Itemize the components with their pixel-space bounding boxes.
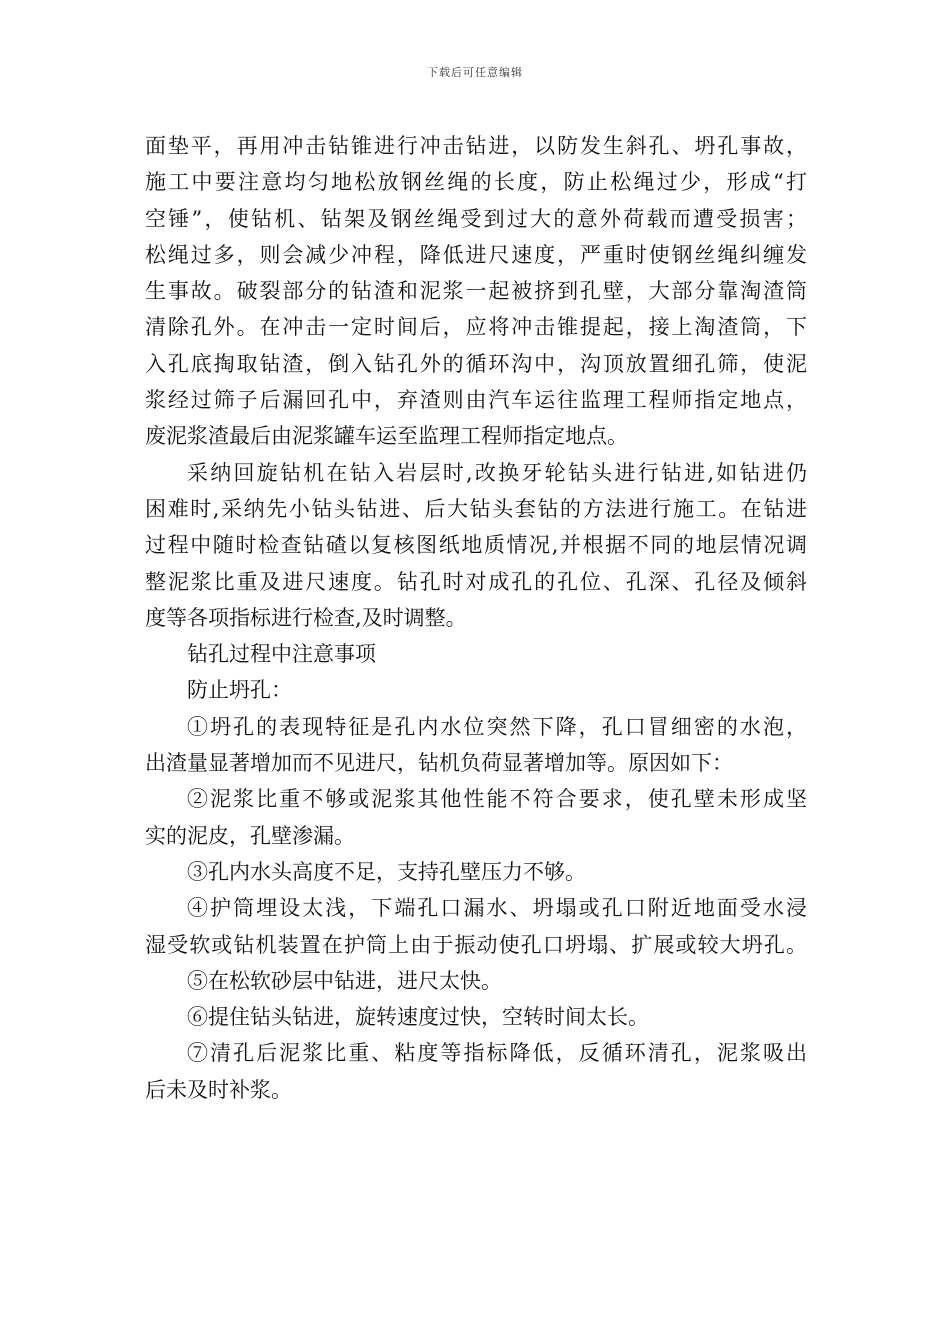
document-body [145,128,807,1108]
text-line: ②泥浆比重不够或泥浆其他性能不符合要求，使孔壁未形成坚 [187,787,807,812]
text-line: 防止坍孔： [187,678,292,703]
text-line: 面垫平，再用冲击钻锥进行冲击钻进，以防发生斜孔、坍孔事故， [145,134,807,158]
text-line: 整泥浆比重及进尺速度。钻孔时对成孔的孔位、孔深、孔径及倾斜 [145,569,807,594]
text-line: 采纳回旋钻机在钻入岩层时,改换牙轮钻头进行钻进,如钻进仍 [187,460,807,485]
text-line: ⑤在松软砂层中钻进，进尺太快。 [187,968,502,993]
text-line: 浆经过筛子后漏回孔中，弃渣则由汽车运往监理工程师指定地点， [145,388,807,413]
text-line: ⑥提住钻头钻进，旋转速度过快，空转时间太长。 [187,1005,649,1030]
text-line: 实的泥皮，孔壁渗漏。 [145,823,355,848]
page-header: 下载后可任意编辑 [427,66,523,79]
text-line: ①坍孔的表现特征是孔内水位突然下降，孔口冒细密的水泡， [187,714,807,739]
text-line: 入孔底掏取钻渣，倒入钻孔外的循环沟中，沟顶放置细孔筛，使泥 [145,351,807,376]
text-line: 出渣量显著增加而不见进尺，钻机负荷显著增加等。原因如下： [145,751,733,776]
text-line: ⑦清孔后泥浆比重、粘度等指标降低，反循环清孔，泥浆吸出 [187,1041,807,1066]
text-line: 度等各项指标进行检查,及时调整。 [145,605,467,630]
text-line: ④护筒埋设太浅，下端孔口漏水、坍塌或孔口附近地面受水浸 [187,896,807,921]
text-line: 施工中要注意均匀地松放钢丝绳的长度，防止松绳过少，形成“打 [145,170,807,195]
text-line: ③孔内水头高度不足，支持孔壁压力不够。 [187,859,586,884]
text-line: 空锤”，使钻机、钻架及钢丝绳受到过大的意外荷载而遭受损害； [145,206,807,231]
text-line: 困难时,采纳先小钻头钻进、后大钻头套钻的方法进行施工。在钻进 [145,496,807,521]
text-line: 生事故。破裂部分的钻渣和泥浆一起被挤到孔壁，大部分靠淘渣筒 [145,279,807,304]
text-line: 后未及时补浆。 [145,1077,292,1102]
text-line: 松绳过多，则会减少冲程，降低进尺速度，严重时使钢丝绳纠缠发 [145,242,807,267]
text-line: 废泥浆渣最后由泥浆罐车运至监理工程师指定地点。 [145,424,628,449]
text-line: 过程中随时检查钻碴以复核图纸地质情况,并根据不同的地层情况调 [145,533,807,558]
text-line: 钻孔过程中注意事项 [187,642,376,667]
text-line: 湿受软或钻机装置在护筒上由于振动使孔口坍塌、扩展或较大坍孔。 [145,932,807,957]
text-line: 清除孔外。在冲击一定时间后，应将冲击锥提起，接上淘渣筒，下 [145,315,807,340]
